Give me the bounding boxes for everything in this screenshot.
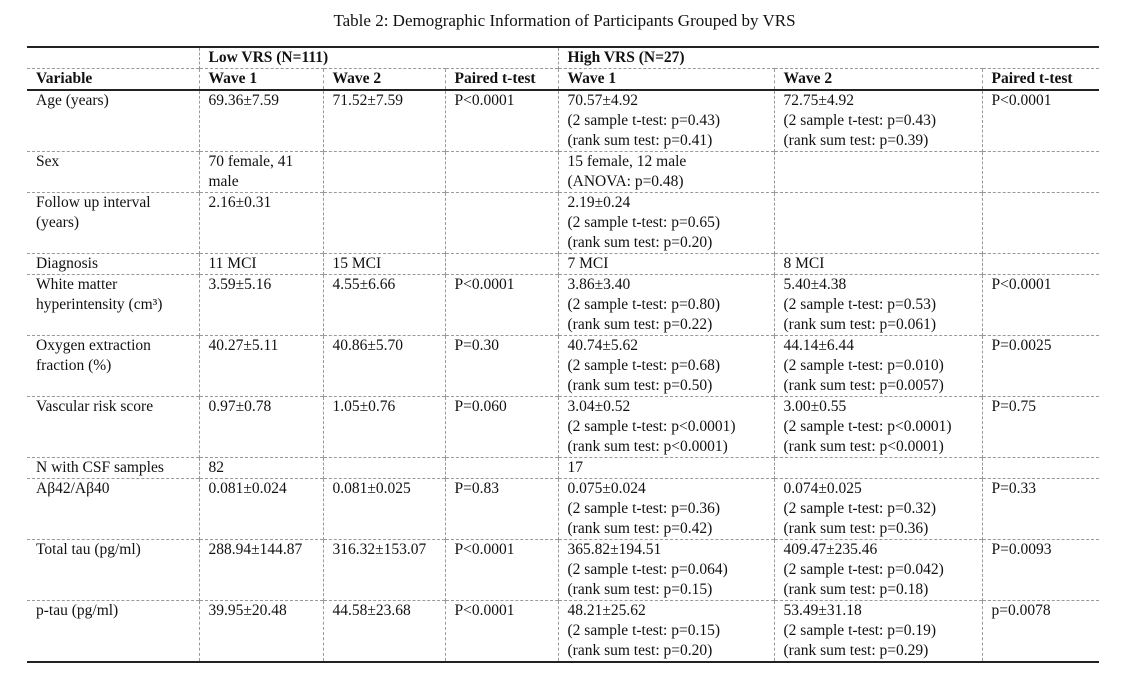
cell-text: 0.081±0.024 <box>208 480 287 497</box>
cell-text: (rank sum test: p=0.41) <box>567 132 713 149</box>
high-wave1-cell <box>558 336 774 397</box>
cell-text: 53.49±31.18 <box>783 602 862 619</box>
cell-text: 0.075±0.024 <box>567 480 646 497</box>
high-paired-ttest-cell <box>982 152 1099 193</box>
cell-text: (rank sum test: p=0.061) <box>783 316 937 333</box>
cell-text: (2 sample t-test: p=0.65) <box>567 214 721 231</box>
table-row <box>27 336 1099 397</box>
low-wave2-cell <box>323 275 445 336</box>
high-paired-ttest-cell <box>982 90 1099 152</box>
high-wave1-cell <box>558 458 774 479</box>
cell-text: 8 MCI <box>783 255 825 272</box>
cell-text: (rank sum test: p=0.0057) <box>783 377 944 394</box>
cell-text: Total tau (pg/ml) <box>36 541 141 558</box>
table-row <box>27 152 1099 193</box>
variable-cell <box>27 90 199 152</box>
variable-cell <box>27 397 199 458</box>
cell-text: (rank sum test: p<0.0001) <box>567 438 728 455</box>
low-paired-ttest-cell <box>445 601 558 663</box>
high-wave1-cell <box>558 90 774 152</box>
low-wave2-cell <box>323 336 445 397</box>
low-wave1-cell <box>199 193 323 254</box>
column-header: Variable <box>27 69 199 91</box>
column-header: Paired t-test <box>445 69 558 91</box>
high-wave1-cell <box>558 601 774 663</box>
low-wave1-cell <box>199 397 323 458</box>
cell-text: 2.19±0.24 <box>567 194 631 211</box>
high-wave2-cell <box>774 479 982 540</box>
variable-cell <box>27 540 199 601</box>
column-header: Wave 2 <box>323 69 445 91</box>
cell-text: 40.74±5.62 <box>567 337 639 354</box>
high-wave1-cell <box>558 152 774 193</box>
cell-text: 44.14±6.44 <box>783 337 855 354</box>
column-header-row <box>27 69 1099 91</box>
cell-text: 82 <box>208 459 224 476</box>
table-row <box>27 540 1099 601</box>
cell-text: Diagnosis <box>36 255 98 272</box>
cell-text: 11 MCI <box>208 255 257 272</box>
cell-text: N with CSF samples <box>36 459 164 476</box>
low-paired-ttest-cell <box>445 479 558 540</box>
group-low-vrs: Low VRS (N=111) <box>199 47 558 69</box>
cell-text: P=0.75 <box>991 398 1036 415</box>
table-row <box>27 479 1099 540</box>
cell-text: (rank sum test: p=0.18) <box>783 581 929 598</box>
cell-text: (rank sum test: p=0.20) <box>567 642 713 659</box>
low-paired-ttest-cell <box>445 90 558 152</box>
cell-text: P<0.0001 <box>454 276 515 293</box>
low-paired-ttest-cell <box>445 254 558 275</box>
low-wave1-cell <box>199 458 323 479</box>
table-row <box>27 601 1099 663</box>
cell-text: 17 <box>567 459 583 476</box>
low-paired-ttest-cell <box>445 458 558 479</box>
variable-cell <box>27 336 199 397</box>
high-wave1-cell <box>558 254 774 275</box>
variable-cell <box>27 193 199 254</box>
cell-text: 70.57±4.92 <box>567 92 639 109</box>
cell-text: P<0.0001 <box>454 602 515 619</box>
cell-text: Sex <box>36 153 60 170</box>
cell-text: 15 female, 12 male <box>567 153 687 170</box>
low-wave2-cell <box>323 540 445 601</box>
cell-text: 7 MCI <box>567 255 609 272</box>
low-wave2-cell <box>323 479 445 540</box>
cell-text: (rank sum test: p=0.39) <box>783 132 929 149</box>
cell-text: 72.75±4.92 <box>783 92 855 109</box>
table-row <box>27 193 1099 254</box>
low-wave2-cell <box>323 193 445 254</box>
table-body <box>27 90 1099 662</box>
low-wave1-cell <box>199 275 323 336</box>
column-header: Wave 1 <box>199 69 323 91</box>
cell-text: 3.04±0.52 <box>567 398 631 415</box>
cell-text: White matter <box>36 276 118 293</box>
high-paired-ttest-cell <box>982 397 1099 458</box>
cell-text: 2.16±0.31 <box>208 194 272 211</box>
low-wave1-cell <box>199 90 323 152</box>
variable-cell <box>27 479 199 540</box>
low-paired-ttest-cell <box>445 397 558 458</box>
cell-text: Oxygen extraction <box>36 337 151 354</box>
high-wave2-cell <box>774 540 982 601</box>
cell-text: 1.05±0.76 <box>332 398 396 415</box>
low-paired-ttest-cell <box>445 540 558 601</box>
cell-text: 409.47±235.46 <box>783 541 878 558</box>
cell-text: 365.82±194.51 <box>567 541 662 558</box>
high-wave2-cell <box>774 90 982 152</box>
cell-text: 71.52±7.59 <box>332 92 404 109</box>
table-row <box>27 254 1099 275</box>
cell-text: 69.36±7.59 <box>208 92 280 109</box>
cell-text: (2 sample t-test: p<0.0001) <box>783 418 952 435</box>
table-row <box>27 458 1099 479</box>
high-wave1-cell <box>558 275 774 336</box>
cell-text: 39.95±20.48 <box>208 602 287 619</box>
cell-text: Follow up interval <box>36 194 151 211</box>
variable-cell <box>27 601 199 663</box>
cell-text: 15 MCI <box>332 255 382 272</box>
cell-text: (ANOVA: p=0.48) <box>567 173 684 190</box>
low-paired-ttest-cell <box>445 193 558 254</box>
high-wave2-cell <box>774 601 982 663</box>
cell-text: (2 sample t-test: p=0.010) <box>783 357 944 374</box>
table-row <box>27 275 1099 336</box>
demographics-table <box>27 46 1099 663</box>
high-paired-ttest-cell <box>982 193 1099 254</box>
cell-text: P=0.0025 <box>991 337 1052 354</box>
high-paired-ttest-cell <box>982 479 1099 540</box>
cell-text: (2 sample t-test: p=0.32) <box>783 500 937 517</box>
cell-text: p=0.0078 <box>991 602 1051 619</box>
high-wave2-cell <box>774 458 982 479</box>
low-paired-ttest-cell <box>445 336 558 397</box>
cell-text: P<0.0001 <box>454 92 515 109</box>
cell-text: P<0.0001 <box>991 276 1052 293</box>
table-row <box>27 397 1099 458</box>
cell-text: 3.86±3.40 <box>567 276 631 293</box>
low-wave2-cell <box>323 601 445 663</box>
column-header: Wave 2 <box>774 69 982 91</box>
high-wave2-cell <box>774 152 982 193</box>
high-paired-ttest-cell <box>982 601 1099 663</box>
cell-text: 288.94±144.87 <box>208 541 303 558</box>
cell-text: (2 sample t-test: p=0.19) <box>783 622 937 639</box>
group-high-vrs: High VRS (N=27) <box>558 47 1099 69</box>
cell-text: P=0.83 <box>454 480 499 497</box>
cell-text: P=0.0093 <box>991 541 1052 558</box>
table-row <box>27 90 1099 152</box>
high-wave1-cell <box>558 479 774 540</box>
low-paired-ttest-cell <box>445 152 558 193</box>
low-wave1-cell <box>199 479 323 540</box>
low-wave2-cell <box>323 90 445 152</box>
low-wave1-cell <box>199 254 323 275</box>
column-header: Wave 1 <box>558 69 774 91</box>
cell-text: 70 female, 41 <box>208 153 294 170</box>
cell-text: 4.55±6.66 <box>332 276 396 293</box>
cell-text: (rank sum test: p=0.22) <box>567 316 713 333</box>
cell-text: Aβ42/Aβ40 <box>36 480 110 497</box>
high-paired-ttest-cell <box>982 275 1099 336</box>
cell-text: P=0.33 <box>991 480 1036 497</box>
high-wave1-cell <box>558 193 774 254</box>
cell-text: male <box>208 173 239 190</box>
low-wave2-cell <box>323 458 445 479</box>
high-wave2-cell <box>774 336 982 397</box>
low-wave1-cell <box>199 152 323 193</box>
high-paired-ttest-cell <box>982 458 1099 479</box>
cell-text: 3.00±0.55 <box>783 398 847 415</box>
cell-text: (rank sum test: p<0.0001) <box>783 438 944 455</box>
cell-text: Vascular risk score <box>36 398 154 415</box>
high-wave2-cell <box>774 275 982 336</box>
high-paired-ttest-cell <box>982 540 1099 601</box>
cell-text: P<0.0001 <box>991 92 1052 109</box>
cell-text: fraction (%) <box>36 357 112 374</box>
cell-text: Age (years) <box>36 92 109 109</box>
high-paired-ttest-cell <box>982 254 1099 275</box>
low-wave2-cell <box>323 254 445 275</box>
cell-text: P<0.0001 <box>454 541 515 558</box>
cell-text: (rank sum test: p=0.50) <box>567 377 713 394</box>
cell-text: P=0.060 <box>454 398 507 415</box>
high-wave2-cell <box>774 254 982 275</box>
variable-cell <box>27 275 199 336</box>
cell-text: 5.40±4.38 <box>783 276 847 293</box>
cell-text: (2 sample t-test: p=0.68) <box>567 357 721 374</box>
cell-text: 40.86±5.70 <box>332 337 404 354</box>
cell-text: 48.21±25.62 <box>567 602 646 619</box>
high-wave1-cell <box>558 397 774 458</box>
cell-text: (2 sample t-test: p=0.43) <box>567 112 721 129</box>
low-wave1-cell <box>199 336 323 397</box>
low-wave1-cell <box>199 601 323 663</box>
cell-text: (2 sample t-test: p=0.064) <box>567 561 728 578</box>
cell-text: (rank sum test: p=0.20) <box>567 234 713 251</box>
cell-text: (2 sample t-test: p=0.042) <box>783 561 944 578</box>
low-wave2-cell <box>323 397 445 458</box>
cell-text: 0.081±0.025 <box>332 480 411 497</box>
cell-text: (rank sum test: p=0.42) <box>567 520 713 537</box>
high-wave2-cell <box>774 193 982 254</box>
cell-text: hyperintensity (cm³) <box>36 296 163 313</box>
variable-cell <box>27 254 199 275</box>
low-wave2-cell <box>323 152 445 193</box>
cell-text: (2 sample t-test: p=0.36) <box>567 500 721 517</box>
cell-text: 316.32±153.07 <box>332 541 427 558</box>
group-header-row <box>27 47 1099 69</box>
variable-cell <box>27 458 199 479</box>
cell-text: 0.97±0.78 <box>208 398 272 415</box>
high-wave1-cell <box>558 540 774 601</box>
cell-text: (years) <box>36 214 80 231</box>
high-wave2-cell <box>774 397 982 458</box>
cell-text: (2 sample t-test: p<0.0001) <box>567 418 736 435</box>
cell-text: (2 sample t-test: p=0.53) <box>783 296 937 313</box>
table-caption: Table 2: Demographic Information of Participants Grouped by VRS <box>333 11 796 30</box>
cell-text: 44.58±23.68 <box>332 602 411 619</box>
cell-text: (rank sum test: p=0.29) <box>783 642 929 659</box>
cell-text: (2 sample t-test: p=0.80) <box>567 296 721 313</box>
cell-text: p-tau (pg/ml) <box>36 602 119 619</box>
low-wave1-cell <box>199 540 323 601</box>
cell-text: 0.074±0.025 <box>783 480 862 497</box>
cell-text: (2 sample t-test: p=0.15) <box>567 622 721 639</box>
cell-text: (rank sum test: p=0.15) <box>567 581 713 598</box>
low-paired-ttest-cell <box>445 275 558 336</box>
column-header: Paired t-test <box>982 69 1099 91</box>
variable-cell <box>27 152 199 193</box>
high-paired-ttest-cell <box>982 336 1099 397</box>
cell-text: (rank sum test: p=0.36) <box>783 520 929 537</box>
cell-text: (2 sample t-test: p=0.43) <box>783 112 937 129</box>
cell-text: 40.27±5.11 <box>208 337 279 354</box>
cell-text: 3.59±5.16 <box>208 276 272 293</box>
cell-text: P=0.30 <box>454 337 499 354</box>
group-blank-cell <box>27 47 199 69</box>
